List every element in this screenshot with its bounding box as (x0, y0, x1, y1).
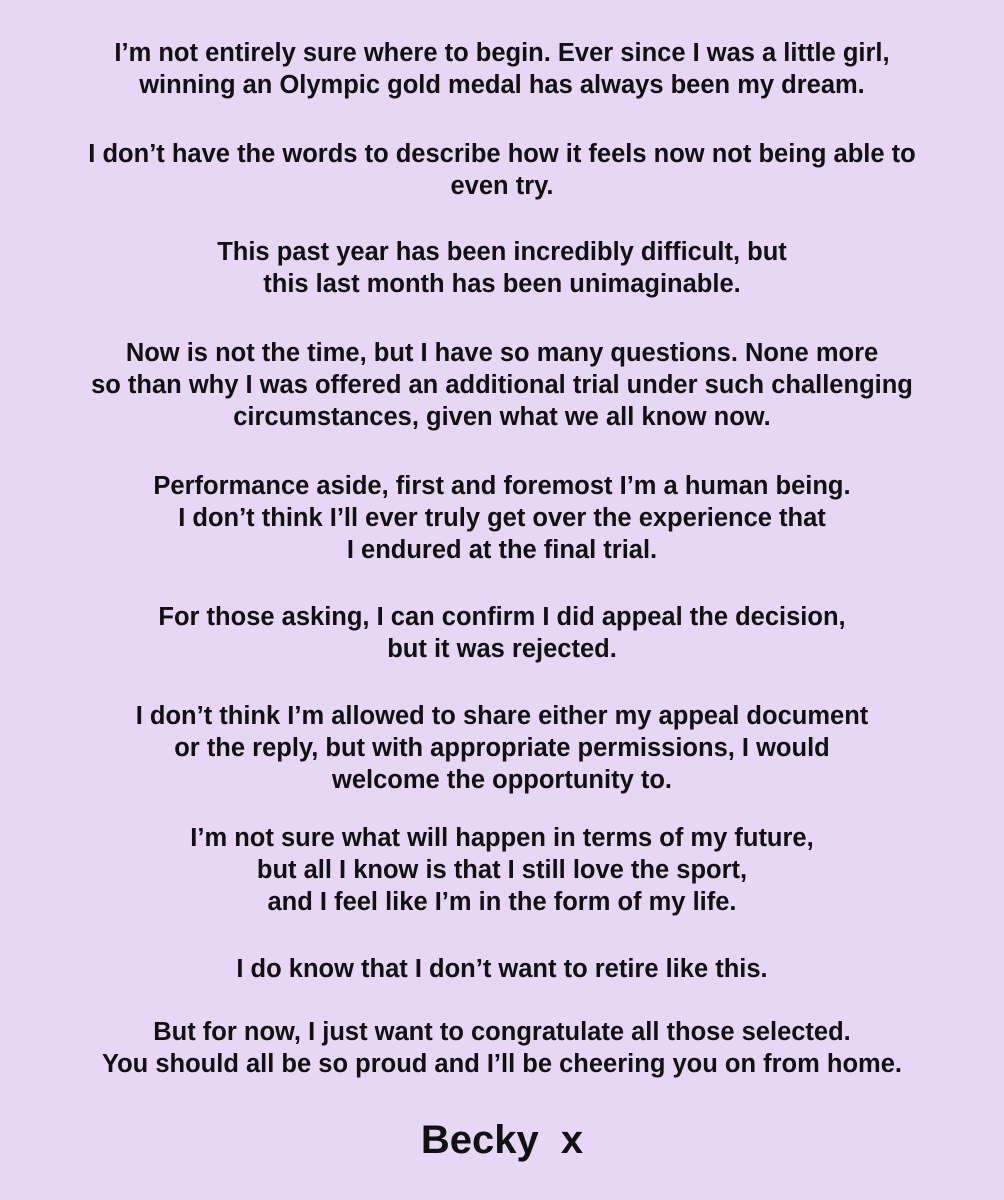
paragraph-line: circumstances, given what we all know now. (233, 403, 771, 431)
paragraph-6 (0, 601, 1004, 665)
paragraph-10 (0, 1016, 1004, 1080)
paragraph-line: This past year has been incredibly difficult, but (217, 238, 787, 266)
paragraph-line: For those asking, I can confirm I did appeal the decision, (158, 603, 846, 631)
paragraph-line: this last month has been unimaginable. (263, 270, 741, 298)
paragraph-line: even try. (450, 172, 554, 200)
paragraph-line: I’m not entirely sure where to begin. Ever since I was a little girl, (114, 39, 890, 67)
signature: Becky x (420, 1118, 584, 1162)
paragraph-line: or the reply, but with appropriate permissions, I would (174, 734, 830, 762)
paragraph-line: so than why I was offered an additional trial under such challenging (91, 371, 913, 399)
paragraph-line: You should all be so proud and I’ll be cheering you on from home. (101, 1050, 902, 1078)
paragraph-line: I don’t think I’ll ever truly get over the experience that (178, 504, 826, 532)
paragraph-3 (0, 236, 1004, 300)
paragraph-line: I endured at the final trial. (346, 536, 658, 564)
paragraph-line: I’m not sure what will happen in terms of my future, (190, 824, 814, 852)
paragraph-line: but it was rejected. (387, 635, 617, 663)
paragraph-line: I don’t think I’m allowed to share either my appeal document (135, 702, 869, 730)
paragraph-1 (0, 37, 1004, 101)
paragraph-line: but all I know is that I still love the sport, (256, 856, 748, 884)
paragraph-8 (0, 822, 1004, 918)
paragraph-line: Now is not the time, but I have so many questions. None more (125, 339, 879, 367)
paragraph-line: welcome the opportunity to. (331, 766, 672, 794)
paragraph-line: I do know that I don’t want to retire like this. (236, 955, 768, 983)
paragraph-5 (0, 470, 1004, 566)
paragraph-line: I don’t have the words to describe how it feels now not being able to (88, 140, 916, 168)
paragraph-line: and I feel like I’m in the form of my life. (267, 888, 737, 916)
paragraph-7 (0, 700, 1004, 796)
paragraph-9 (0, 953, 1004, 985)
paragraph-2 (0, 138, 1004, 202)
paragraph-line: Performance aside, first and foremost I’m a human being. (153, 472, 851, 500)
paragraph-line: winning an Olympic gold medal has always been my dream. (139, 71, 865, 99)
paragraph-line: But for now, I just want to congratulate all those selected. (153, 1018, 851, 1046)
paragraph-4 (0, 337, 1004, 433)
